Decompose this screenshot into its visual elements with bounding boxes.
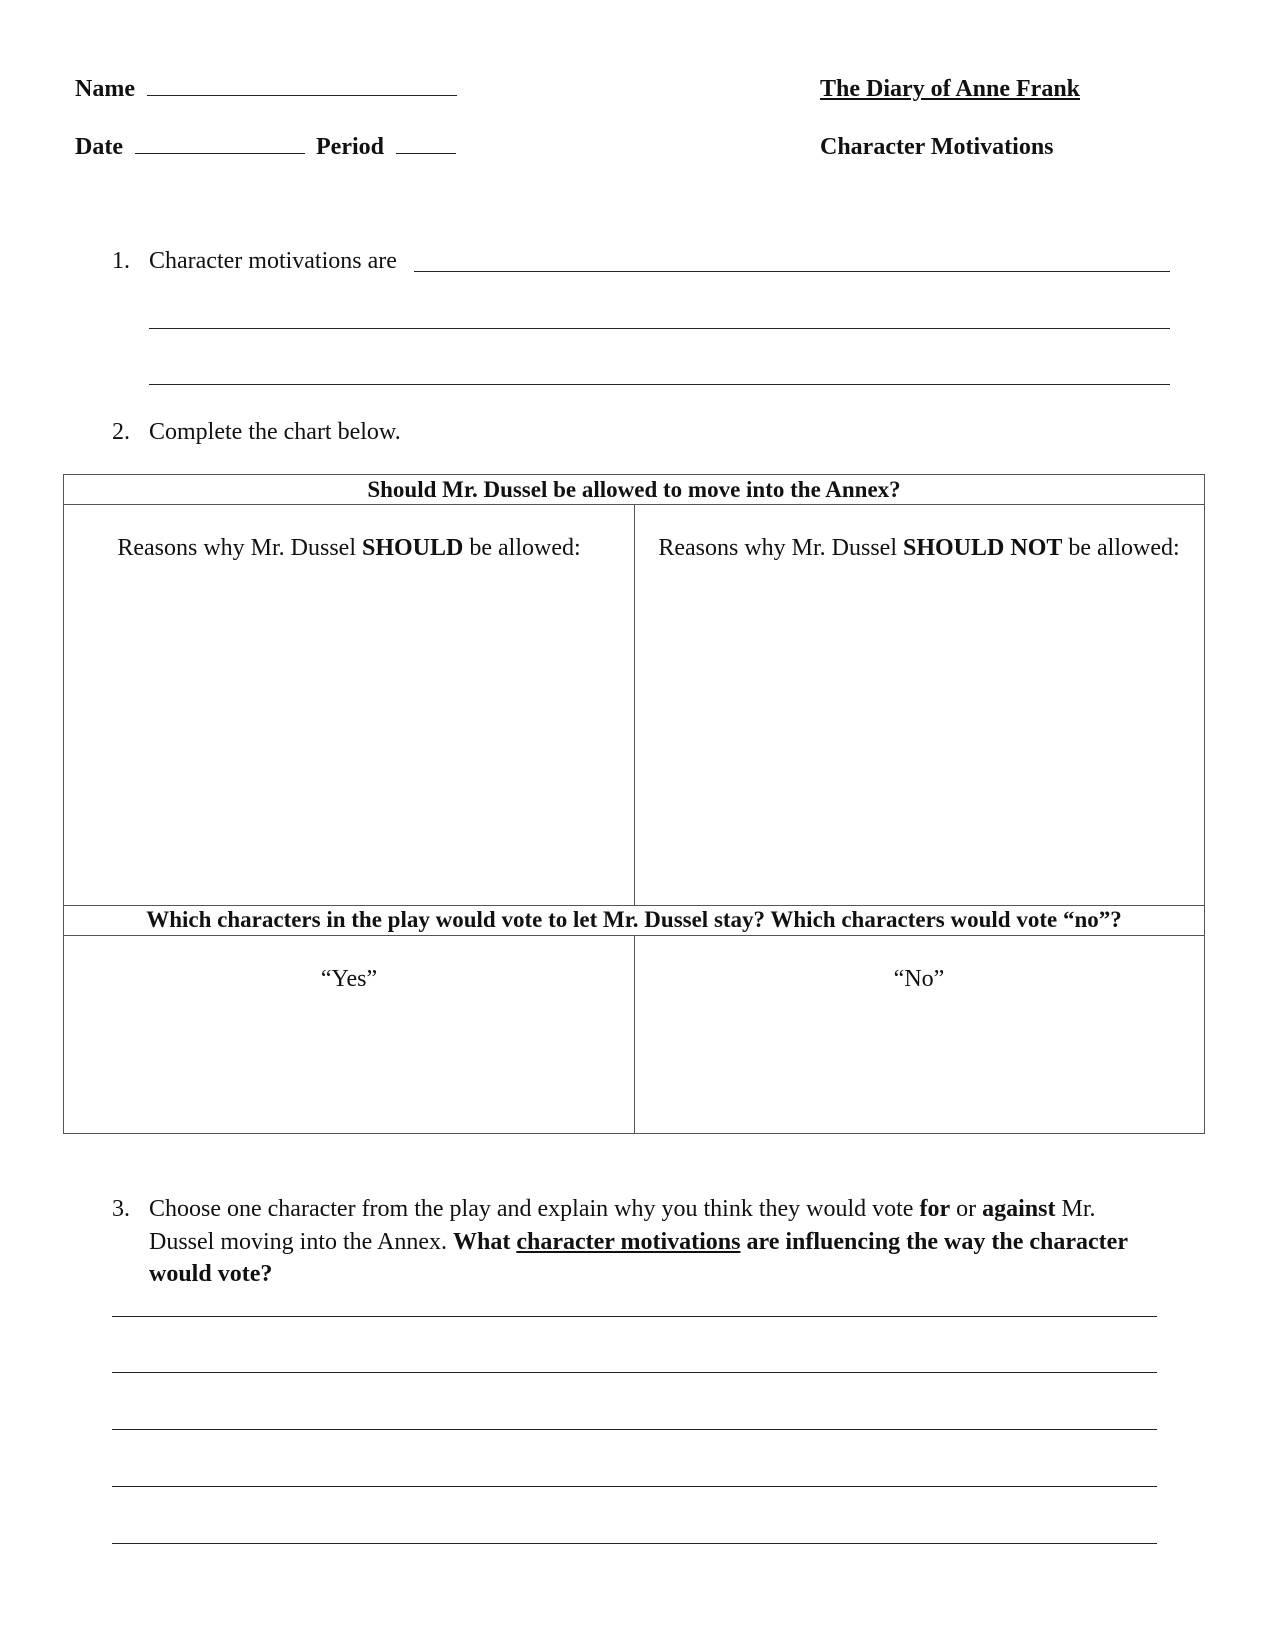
q3-against: against [982, 1196, 1056, 1222]
q3-line-2 [149, 1230, 1128, 1254]
q3-answer-line-1[interactable] [112, 1316, 1157, 1317]
period-input-line[interactable] [396, 151, 456, 154]
should-not-prefix: Reasons why Mr. Dussel [658, 535, 903, 561]
q3-answer-line-5[interactable] [112, 1543, 1157, 1544]
no-label: “No” [893, 966, 945, 992]
date-input-line[interactable] [135, 151, 305, 154]
q3-answer-line-3[interactable] [112, 1429, 1157, 1430]
dussel-chart [63, 474, 1205, 1134]
should-not-answer-area[interactable] [635, 565, 1205, 905]
q3-text-4: are influencing the way the character [740, 1229, 1128, 1255]
date-label: Date [75, 134, 123, 160]
q3-line-1 [149, 1197, 1096, 1221]
should-prefix: Reasons why Mr. Dussel [117, 535, 362, 561]
q3-character-motivations: character motivations [516, 1229, 741, 1255]
name-label: Name [75, 76, 135, 102]
q3-text-3: Dussel moving into the Annex. [149, 1229, 453, 1255]
worksheet-subtitle: Character Motivations [820, 134, 1054, 160]
q3-line-3: would vote? [149, 1261, 273, 1287]
period-field-label [316, 135, 456, 159]
no-answer-area[interactable] [635, 995, 1205, 1133]
q3-or: or [950, 1196, 983, 1222]
q1-answer-line-1[interactable] [414, 271, 1170, 272]
should-not-suffix: be allowed: [1062, 535, 1180, 561]
should-answer-area[interactable] [64, 565, 634, 905]
date-field-label [75, 135, 305, 159]
q1-prompt: Character motivations are [149, 248, 397, 274]
name-field-label [75, 77, 457, 101]
q3-what: What [452, 1229, 517, 1255]
q2-number: 2. [112, 419, 130, 445]
worksheet-title: The Diary of Anne Frank [820, 76, 1081, 102]
yes-label: “Yes” [320, 966, 378, 992]
q3-number: 3. [112, 1196, 130, 1222]
q3-for: for [919, 1196, 951, 1222]
q3-text-2: Mr. [1055, 1196, 1096, 1222]
q3-answer-line-2[interactable] [112, 1372, 1157, 1373]
should-not-bold: SHOULD NOT [903, 535, 1063, 561]
q2-prompt: Complete the chart below. [149, 419, 401, 445]
should-suffix: be allowed: [463, 535, 581, 561]
should-header [64, 536, 634, 560]
period-label: Period [316, 134, 384, 160]
should-bold: SHOULD [362, 535, 464, 561]
should-not-header [634, 536, 1204, 560]
chart-heading-annex: Should Mr. Dussel be allowed to move into the Annex? [367, 477, 901, 502]
q1-answer-line-3[interactable] [149, 384, 1170, 385]
yes-answer-area[interactable] [64, 995, 634, 1133]
name-input-line[interactable] [147, 93, 457, 96]
q3-answer-line-4[interactable] [112, 1486, 1157, 1487]
q3-text-1: Choose one character from the play and explain why you think they would vote [149, 1196, 920, 1222]
chart-heading-vote: Which characters in the play would vote to let Mr. Dussel stay? Which characters would vote “no”? [146, 907, 1122, 932]
q1-number: 1. [112, 248, 130, 274]
q1-answer-line-2[interactable] [149, 328, 1170, 329]
